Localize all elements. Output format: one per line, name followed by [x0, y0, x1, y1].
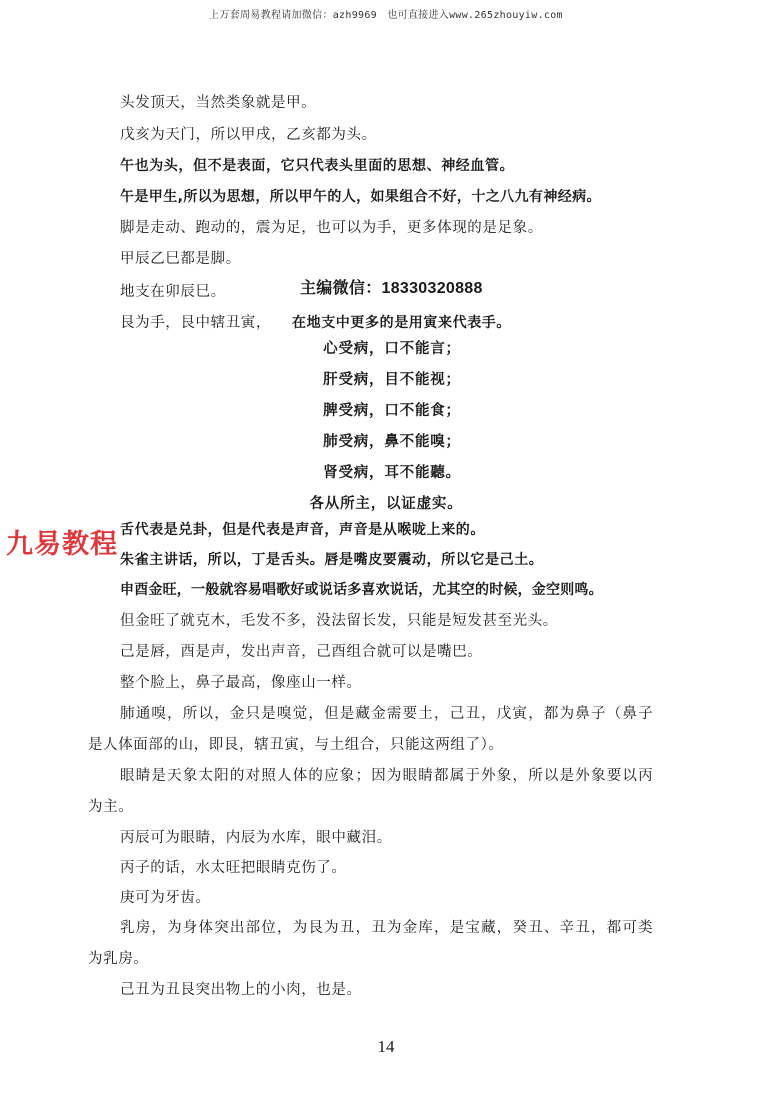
verse-line: 肺受病，鼻不能嗅；: [323, 434, 461, 450]
text-line: 眼睛是天象太阳的对照人体的应象；因为眼睛都属于外象，所以是外象要以丙: [120, 768, 654, 784]
text-line: 艮为手，艮中辖丑寅，: [120, 315, 271, 331]
text-line: 午也为头，但不是表面，它只代表头里面的思想、神经血管。: [120, 158, 515, 174]
text-line: 地支在卯辰巳。: [120, 284, 226, 300]
text-line: 午是甲生,所以为思想，所以甲午的人，如果组合不好，十之八九有神经病。: [120, 189, 601, 205]
text-line: 在地支中更多的是用寅来代表手。: [292, 315, 511, 331]
page-header: 上万套周易教程请加微信：azh9969 也可直接进入www.265zhouyiw.com: [209, 10, 563, 21]
verse-line: 心受病，口不能言；: [323, 341, 461, 357]
editor-contact: 主编微信：18330320888: [300, 280, 483, 297]
text-line: 脚是走动、跑动的，震为足，也可以为手，更多体现的是足象。: [120, 220, 543, 236]
text-line: 舌代表是兑卦，但是代表是声音，声音是从喉咙上来的。: [120, 522, 485, 538]
text-line: 戊亥为天门，所以甲戌，乙亥都为头。: [120, 127, 377, 143]
verse-line: 脾受病，口不能食；: [323, 403, 461, 419]
text-line: 为主。: [88, 799, 134, 815]
text-line: 乳房，为身体突出部位，为艮为丑，丑为金库，是宝藏，癸丑、辛丑，都可类: [120, 920, 654, 936]
verse-line: 肝受病，目不能视；: [323, 372, 461, 388]
watermark-logo: 九易教程: [6, 529, 118, 560]
text-line: 丙辰可为眼睛，内辰为水库，眼中藏泪。: [120, 830, 392, 846]
text-line: 己是唇，酉是声，发出声音，己酉组合就可以是嘴巴。: [120, 644, 483, 660]
verse-line: 肾受病，耳不能聽。: [323, 465, 461, 481]
text-line: 申酉金旺，一般就容易唱歌好或说话多喜欢说话，尤其空的时候，金空则鸣。: [120, 582, 603, 598]
text-line: 为乳房。: [88, 951, 149, 967]
text-line: 是人体面部的山，即艮，辖丑寅，与土组合，只能这两组了）。: [88, 737, 504, 753]
text-line: 但金旺了就克木，毛发不多，没法留长发，只能是短发甚至光头。: [120, 613, 558, 629]
text-line: 甲辰乙巳都是脚。: [120, 251, 241, 267]
text-line: 庚可为牙齿。: [120, 890, 211, 906]
text-line: 整个脸上，鼻子最高，像座山一样。: [120, 675, 362, 691]
text-line: 头发顶天，当然类象就是甲。: [120, 95, 317, 111]
text-line: 肺通嗅，所以，金只是嗅觉，但是藏金需要土，己丑，戊寅，都为鼻子（鼻子: [120, 706, 654, 722]
verse-line: 各从所主，以证虚实。: [309, 496, 463, 512]
text-line: 丙子的话，水太旺把眼睛克伤了。: [120, 860, 347, 876]
text-line: 朱雀主讲话，所以，丁是舌头。唇是嘴皮要震动，所以它是己土。: [120, 552, 544, 568]
page-number: 14: [377, 1037, 395, 1056]
text-line: 己丑为丑艮突出物上的小肉，也是。: [120, 982, 362, 998]
